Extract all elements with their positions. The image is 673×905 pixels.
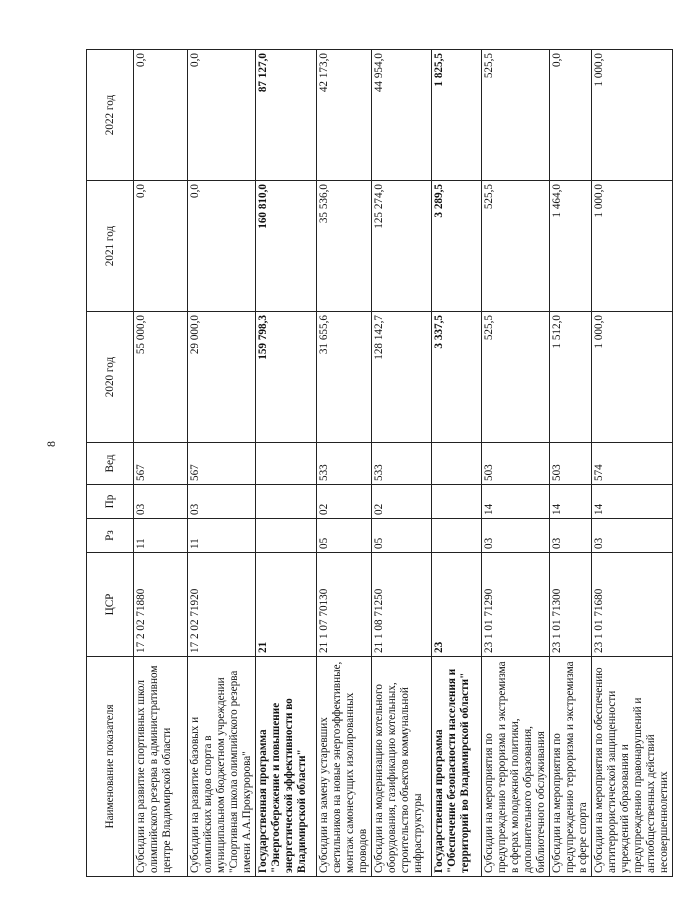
table-row: [188, 50, 256, 877]
row-pr: 02: [317, 485, 372, 519]
header-2022: 2022 год: [87, 50, 134, 181]
row-name: Государственная программа "Энергосбережение и повышение энергетической эффективности во Владимирской области": [256, 657, 317, 877]
row-csr: 21 1 07 70130: [317, 553, 372, 657]
table-row: [317, 50, 372, 877]
row-2020: 3 337,5: [432, 312, 482, 443]
row-pr: 03: [134, 485, 188, 519]
row-2021: 1 464,0: [550, 181, 592, 312]
row-2021: 0,0: [134, 181, 188, 312]
row-2021: 125 274,0: [372, 181, 432, 312]
row-csr: 23 1 01 71300: [550, 553, 592, 657]
row-ved: 574: [592, 443, 673, 485]
row-rz: [432, 519, 482, 553]
budget-table-container: [86, 49, 670, 877]
page-number: 8: [44, 441, 58, 447]
row-2021: 0,0: [188, 181, 256, 312]
header-pr: Пр: [87, 485, 134, 519]
row-2020: 1 512,0: [550, 312, 592, 443]
row-csr: 23: [432, 553, 482, 657]
row-pr: 14: [482, 485, 550, 519]
row-rz: 03: [550, 519, 592, 553]
header-ved: Вед: [87, 443, 134, 485]
header-2021: 2021 год: [87, 181, 134, 312]
row-2021: 1 000,0: [592, 181, 673, 312]
table-row: [550, 50, 592, 877]
row-rz: 05: [317, 519, 372, 553]
header-name: Наименование показателя: [87, 657, 134, 877]
row-2020: 31 655,6: [317, 312, 372, 443]
header-csr: ЦСР: [87, 553, 134, 657]
row-csr: 21: [256, 553, 317, 657]
row-rz: 11: [188, 519, 256, 553]
budget-table: [86, 49, 673, 877]
row-2022: 1 825,5: [432, 50, 482, 181]
row-pr: 03: [188, 485, 256, 519]
row-name: Субсидии на модернизацию котельного оборудования, газификацию котельных, строительство объектов коммунальной инфраструктуры: [372, 657, 432, 877]
row-name: Субсидии на замену устаревших светильников на новые энергоэффективные, монтаж самонесущих изолированных проводов: [317, 657, 372, 877]
row-csr: 23 1 01 71680: [592, 553, 673, 657]
row-ved: 503: [482, 443, 550, 485]
row-rz: 11: [134, 519, 188, 553]
table-row: [482, 50, 550, 877]
row-2020: 55 000,0: [134, 312, 188, 443]
row-rz: 05: [372, 519, 432, 553]
row-2020: 159 798,3: [256, 312, 317, 443]
row-name: Субсидии на развитие спортивных школ олимпийского резерва в административном центре Владимирской области: [134, 657, 188, 877]
row-rz: 03: [592, 519, 673, 553]
row-2020: 1 000,0: [592, 312, 673, 443]
row-2020: 128 142,7: [372, 312, 432, 443]
row-2021: 525,5: [482, 181, 550, 312]
row-2022: 42 173,0: [317, 50, 372, 181]
row-csr: 23 1 01 71290: [482, 553, 550, 657]
table-row-program: [432, 50, 482, 877]
table-row: [592, 50, 673, 877]
header-2020: 2020 год: [87, 312, 134, 443]
row-2022: 525,5: [482, 50, 550, 181]
table-row-program: [256, 50, 317, 877]
row-pr: 02: [372, 485, 432, 519]
row-ved: 533: [372, 443, 432, 485]
row-rz: 03: [482, 519, 550, 553]
row-ved: 533: [317, 443, 372, 485]
row-name: Государственная программа "Обеспечение безопасности населения и территорий во Владимирской области": [432, 657, 482, 877]
row-2020: 525,5: [482, 312, 550, 443]
row-ved: [256, 443, 317, 485]
row-pr: [432, 485, 482, 519]
row-2021: 3 289,5: [432, 181, 482, 312]
header-rz: Рз: [87, 519, 134, 553]
row-name: Субсидии на мероприятия по обеспечению антитеррористической защищенности учреждений образования и предупреждению правонарушений и антиобщественных действий несовершеннолетних: [592, 657, 673, 877]
row-rz: [256, 519, 317, 553]
row-csr: 17 2 02 71920: [188, 553, 256, 657]
row-2022: 0,0: [550, 50, 592, 181]
row-ved: 567: [134, 443, 188, 485]
row-csr: 21 1 08 71250: [372, 553, 432, 657]
row-pr: 14: [550, 485, 592, 519]
row-ved: 503: [550, 443, 592, 485]
row-csr: 17 2 02 71880: [134, 553, 188, 657]
row-2022: 1 000,0: [592, 50, 673, 181]
row-ved: 567: [188, 443, 256, 485]
table-row: [134, 50, 188, 877]
row-2022: 44 954,0: [372, 50, 432, 181]
table-row: [372, 50, 432, 877]
row-name: Субсидии на мероприятия по предупреждению терроризма и экстремизма в сферах молодежной политики, дополнительного образования, библиотечного обслуживания: [482, 657, 550, 877]
row-name: Субсидии на развитие базовых и олимпийских видов спорта в муниципальном бюджетном учреждении "Спортивная школа олимпийского резерва имени А.А.Прокуророва": [188, 657, 256, 877]
row-2021: 160 810,0: [256, 181, 317, 312]
row-pr: 14: [592, 485, 673, 519]
row-2022: 87 127,0: [256, 50, 317, 181]
row-2022: 0,0: [134, 50, 188, 181]
header-row: [87, 50, 134, 877]
row-pr: [256, 485, 317, 519]
row-ved: [432, 443, 482, 485]
row-name: Субсидии на мероприятия по предупреждению терроризма и экстремизма в сфере спорта: [550, 657, 592, 877]
row-2022: 0,0: [188, 50, 256, 181]
row-2020: 29 000,0: [188, 312, 256, 443]
row-2021: 35 536,0: [317, 181, 372, 312]
